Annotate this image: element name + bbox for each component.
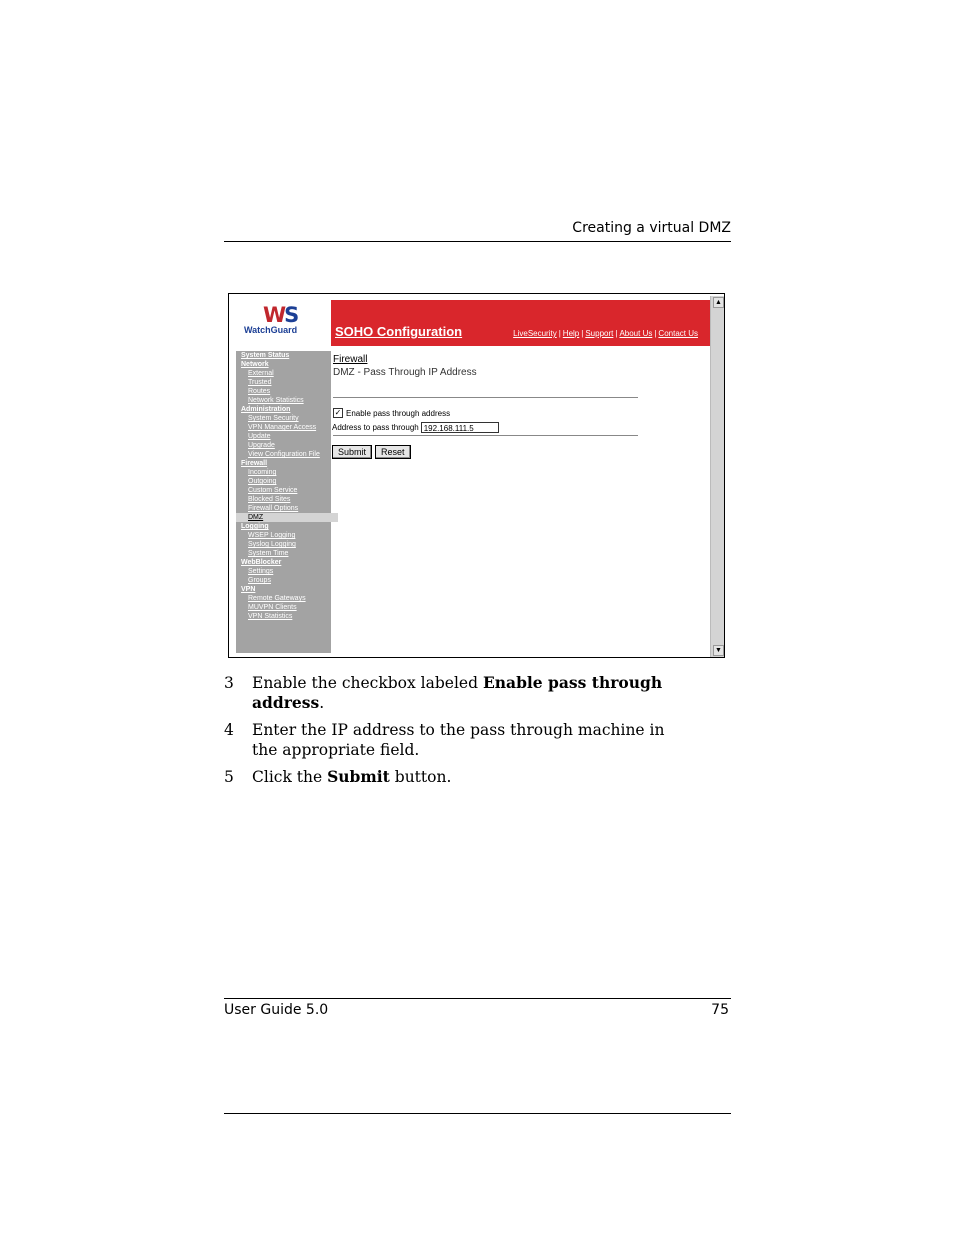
- sidebar-item-system-time[interactable]: System Time: [248, 550, 289, 557]
- sidebar-item-trusted[interactable]: Trusted: [248, 379, 272, 386]
- step-text: [252, 720, 694, 760]
- sidebar-item-administration[interactable]: Administration: [241, 406, 291, 413]
- step-item: [224, 673, 694, 713]
- sidebar-item-network[interactable]: Network: [241, 361, 269, 368]
- sidebar-item-system-status[interactable]: System Status: [241, 352, 290, 359]
- link-livesecurity[interactable]: LiveSecurity: [513, 329, 557, 338]
- logo-mark-icon: WS: [263, 303, 298, 327]
- step-text-post: .: [319, 694, 325, 712]
- step-item: [224, 720, 694, 760]
- address-label: Address to pass through: [332, 423, 419, 432]
- sidebar-item-vpn[interactable]: VPN: [241, 586, 256, 593]
- sidebar-item-external[interactable]: External: [248, 370, 274, 377]
- sidebar-item-firewall-options[interactable]: Firewall Options: [248, 505, 299, 512]
- sidebar-item-view-configuration-file[interactable]: View Configuration File: [248, 451, 320, 458]
- sidebar-item-logging[interactable]: Logging: [241, 523, 269, 530]
- sidebar-item-system-security[interactable]: System Security: [248, 415, 299, 422]
- submit-button[interactable]: Submit: [332, 445, 372, 459]
- step-text-post: button.: [389, 768, 452, 786]
- step-number: 3: [224, 674, 234, 692]
- link-support[interactable]: Support: [585, 329, 614, 338]
- sidebar-item-dmz[interactable]: DMZ: [236, 513, 338, 522]
- step-text: [252, 767, 451, 787]
- sidebar-nav: [241, 351, 338, 621]
- step-number: 4: [224, 721, 234, 739]
- link-contact-us[interactable]: Contact Us: [658, 329, 698, 338]
- sidebar-item-blocked-sites[interactable]: Blocked Sites: [248, 496, 291, 503]
- running-title: Creating a virtual DMZ: [572, 220, 731, 236]
- link-help[interactable]: Help: [562, 329, 580, 338]
- scroll-up-icon[interactable]: ▲: [713, 297, 724, 308]
- running-header: [224, 219, 731, 242]
- step-text: [252, 673, 694, 713]
- form-buttons: [332, 445, 411, 459]
- step-text-bold: Submit: [327, 767, 390, 786]
- divider: [333, 397, 638, 398]
- sidebar-item-syslog-logging[interactable]: Syslog Logging: [248, 541, 296, 548]
- address-input[interactable]: 192.168.111.5: [421, 422, 499, 433]
- link-about-us[interactable]: About Us: [619, 329, 653, 338]
- instruction-steps: [224, 673, 694, 794]
- sidebar-item-upgrade[interactable]: Upgrade: [248, 442, 275, 449]
- bottom-rule: [224, 1113, 731, 1114]
- step-text-pre: Enter the IP address to the pass through machine in the appropriate field.: [252, 721, 665, 759]
- sidebar-item-incoming[interactable]: Incoming: [248, 469, 277, 476]
- banner-links: LiveSecurity | Help | Support | About Us | Contact Us: [513, 329, 698, 338]
- sidebar-item-vpn-statistics[interactable]: VPN Statistics: [248, 613, 293, 620]
- step-text-bold: Enable pass through address: [252, 673, 663, 712]
- sidebar-item-firewall[interactable]: Firewall: [241, 460, 268, 467]
- sidebar-item-wsep-logging[interactable]: WSEP Logging: [248, 532, 296, 539]
- page-title: DMZ - Pass Through IP Address: [333, 367, 477, 378]
- sidebar-item-update[interactable]: Update: [248, 433, 271, 440]
- sidebar-item-muvpn-clients[interactable]: MUVPN Clients: [248, 604, 297, 611]
- header-banner: [331, 300, 710, 346]
- page-footer: [224, 998, 731, 1018]
- step-text-pre: Enable the checkbox labeled: [252, 674, 483, 692]
- sidebar-item-routes[interactable]: Routes: [248, 388, 271, 395]
- divider: [333, 435, 638, 436]
- banner-title: SOHO Configuration: [335, 324, 463, 339]
- sidebar-item-groups[interactable]: Groups: [248, 577, 271, 584]
- breadcrumb[interactable]: Firewall: [333, 354, 368, 365]
- sidebar-item-vpn-manager-access[interactable]: VPN Manager Access: [248, 424, 317, 431]
- sidebar-item-network-statistics[interactable]: Network Statistics: [248, 397, 304, 404]
- address-row: [332, 422, 499, 433]
- sidebar-item-webblocker[interactable]: WebBlocker: [241, 559, 282, 566]
- footer-guide-title: User Guide 5.0: [224, 1002, 329, 1018]
- step-item: [224, 767, 694, 787]
- scrollbar[interactable]: [710, 296, 724, 657]
- sidebar: [236, 351, 331, 653]
- scroll-down-icon[interactable]: ▼: [713, 645, 724, 656]
- main-content: [333, 351, 710, 653]
- sidebar-item-remote-gateways[interactable]: Remote Gateways: [248, 595, 306, 602]
- sidebar-item-custom-service[interactable]: Custom Service: [248, 487, 298, 494]
- reset-button[interactable]: Reset: [375, 445, 411, 459]
- watchguard-logo: [235, 300, 331, 346]
- sidebar-item-outgoing[interactable]: Outgoing: [248, 478, 277, 485]
- step-number: 5: [224, 768, 234, 786]
- checkbox-label: Enable pass through address: [346, 408, 451, 418]
- logo-text: WatchGuard: [244, 325, 298, 335]
- sidebar-item-settings[interactable]: Settings: [248, 568, 274, 575]
- enable-pass-through-checkbox[interactable]: ✓: [334, 408, 342, 417]
- pass-through-row: [333, 408, 450, 418]
- browser-screenshot: [228, 293, 725, 658]
- step-text-pre: Click the: [252, 768, 328, 786]
- page-number: 75: [711, 1002, 729, 1018]
